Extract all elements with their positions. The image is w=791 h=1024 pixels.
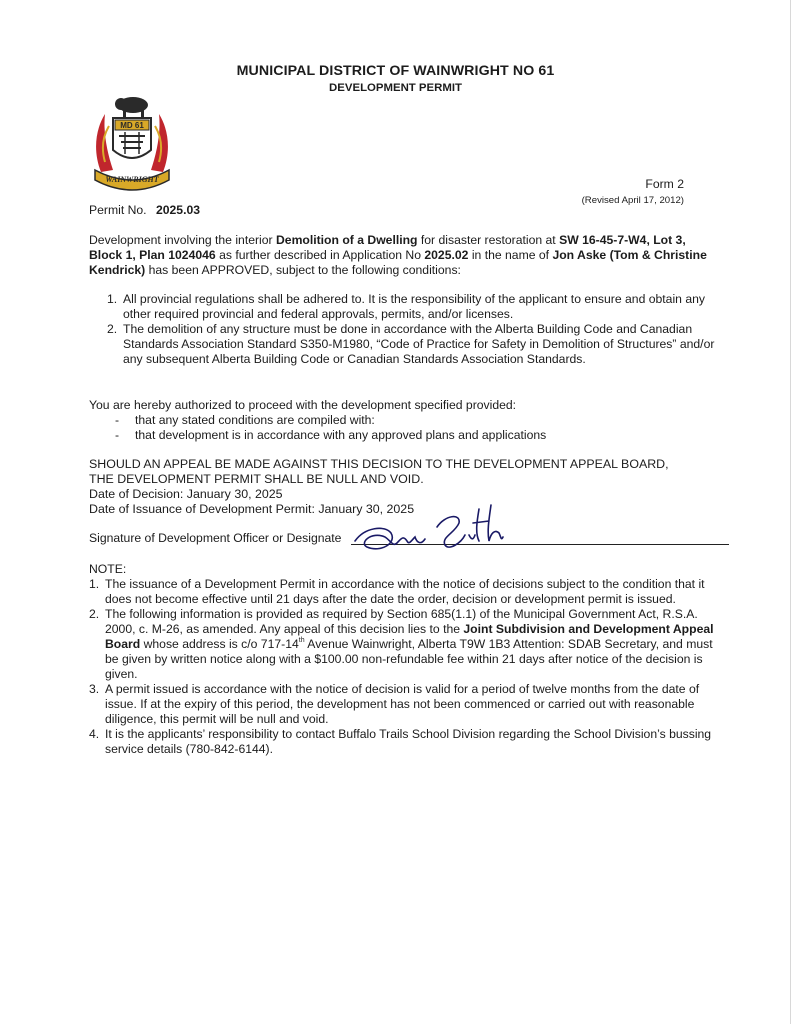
note-text: The following information is provided as required by Section 685(1.1) of the Municipal Government Act, R.S.A. 2000, c. M-26, as amended. Any appeal of this decision lies to the (105, 607, 698, 636)
permit-number-label: Permit No. (89, 203, 147, 217)
proviso-dash: - (115, 428, 120, 442)
intro-text-3: as further described in Application No (215, 248, 425, 262)
note-item (89, 682, 719, 727)
approval-paragraph (89, 233, 719, 278)
note-number: 3. (89, 682, 100, 696)
permit-number-value: 2025.03 (155, 203, 201, 217)
form-revision-date: (Revised April 17, 2012) (581, 195, 684, 206)
condition-text: All provincial regulations shall be adhered to. It is the responsibility of the applicant to ensure and obtain any other required provincial and federal approvals, permits, and/or licenses. (123, 292, 705, 321)
note-text: A permit issued is accordance with the notice of decision is valid for a period of twelve months from the date of issue. If at the expiry of this period, the development has not been commenced or carried out with reasonable diligence, this permit will be null and void. (105, 682, 700, 726)
date-of-decision: Date of Decision: January 30, 2025 (89, 487, 283, 501)
condition-number: 1. (107, 292, 118, 306)
note-text: It is the applicants’ responsibility to contact Buffalo Trails School Division regarding the School Division’s bussing service details (780-842-6144). (105, 727, 712, 756)
condition-number: 2. (107, 322, 118, 336)
condition-text: The demolition of any structure must be done in accordance with the Alberta Building Code and Canadian Standards Association Standard S350-M1980, “Code of Practice for Safety in Demolition of Structures” and/or any subsequent Alberta Building Code or Canadian Standards Association Standards. (123, 322, 715, 366)
municipality-title: MUNICIPAL DISTRICT OF WAINWRIGHT NO 61 (236, 63, 555, 79)
appeal-board-name: Joint Subdivision and Development Appeal Board (105, 622, 714, 651)
note-number: 4. (89, 727, 100, 741)
proviso-text: that development is in accordance with any approved plans and applications (135, 428, 547, 442)
intro-text-2: for disaster restoration at (417, 233, 560, 247)
appeal-warning-line-2: THE DEVELOPMENT PERMIT SHALL BE NULL AND VOID. (89, 472, 424, 486)
permit-number-line (89, 203, 200, 218)
legal-land-description: SW 16-45-7-W4, Lot 3, Block 1, Plan 1024046 (89, 233, 686, 262)
authorization-section (89, 398, 719, 443)
svg-text:MD 61: MD 61 (120, 121, 144, 130)
date-of-issuance: Date of Issuance of Development Permit: January 30, 2025 (89, 502, 415, 516)
proviso-text: that any stated conditions are compiled with: (135, 413, 375, 427)
municipal-crest-logo (89, 92, 175, 192)
intro-text-5: has been APPROVED, subject to the following conditions: (145, 263, 461, 277)
conditions-list (89, 292, 719, 367)
handwritten-signature (345, 497, 515, 557)
intro-text-4: in the name of (468, 248, 553, 262)
note-item (89, 727, 719, 757)
development-type: Demolition of a Dwelling (275, 233, 418, 247)
note-text: The issuance of a Development Permit in accordance with the notice of decisions subject to the condition that it does not become effective until 21 days after the date the order, decision or development permit is issued. (105, 577, 705, 606)
notes-section (89, 562, 719, 757)
application-number: 2025.02 (424, 248, 469, 262)
intro-text-1: Development involving the interior (89, 233, 276, 247)
authorization-proviso (89, 428, 719, 443)
note-item (89, 577, 719, 607)
applicant-name: Jon Aske (Tom & Christine Kendrick) (89, 248, 707, 277)
note-number: 1. (89, 577, 100, 591)
appeal-warning-line-1: SHOULD AN APPEAL BE MADE AGAINST THIS DECISION TO THE DEVELOPMENT APPEAL BOARD, (89, 457, 669, 471)
permit-type-title: DEVELOPMENT PERMIT (329, 82, 462, 94)
note-item (89, 607, 719, 682)
condition-item (89, 292, 719, 322)
signature-label: Signature of Development Officer or Designate (89, 531, 342, 545)
note-text: Avenue Wainwright, Alberta T9W 1B3 Attention: SDAB Secretary, and must be given by written notice along with a $100.00 non-refundable fee within 21 days after notice of the decision is given. (105, 637, 713, 681)
notes-title: NOTE: (89, 562, 127, 576)
condition-item (89, 322, 719, 367)
authorization-lead: You are hereby authorized to proceed with the development specified provided: (89, 398, 517, 412)
proviso-dash: - (115, 413, 120, 427)
svg-text:WAINWRIGHT: WAINWRIGHT (105, 175, 159, 184)
ordinal-suffix: th (298, 637, 305, 644)
authorization-proviso (89, 413, 719, 428)
note-number: 2. (89, 607, 100, 621)
note-text: whose address is c/o 717-14 (140, 637, 299, 651)
form-number: Form 2 (645, 177, 684, 191)
